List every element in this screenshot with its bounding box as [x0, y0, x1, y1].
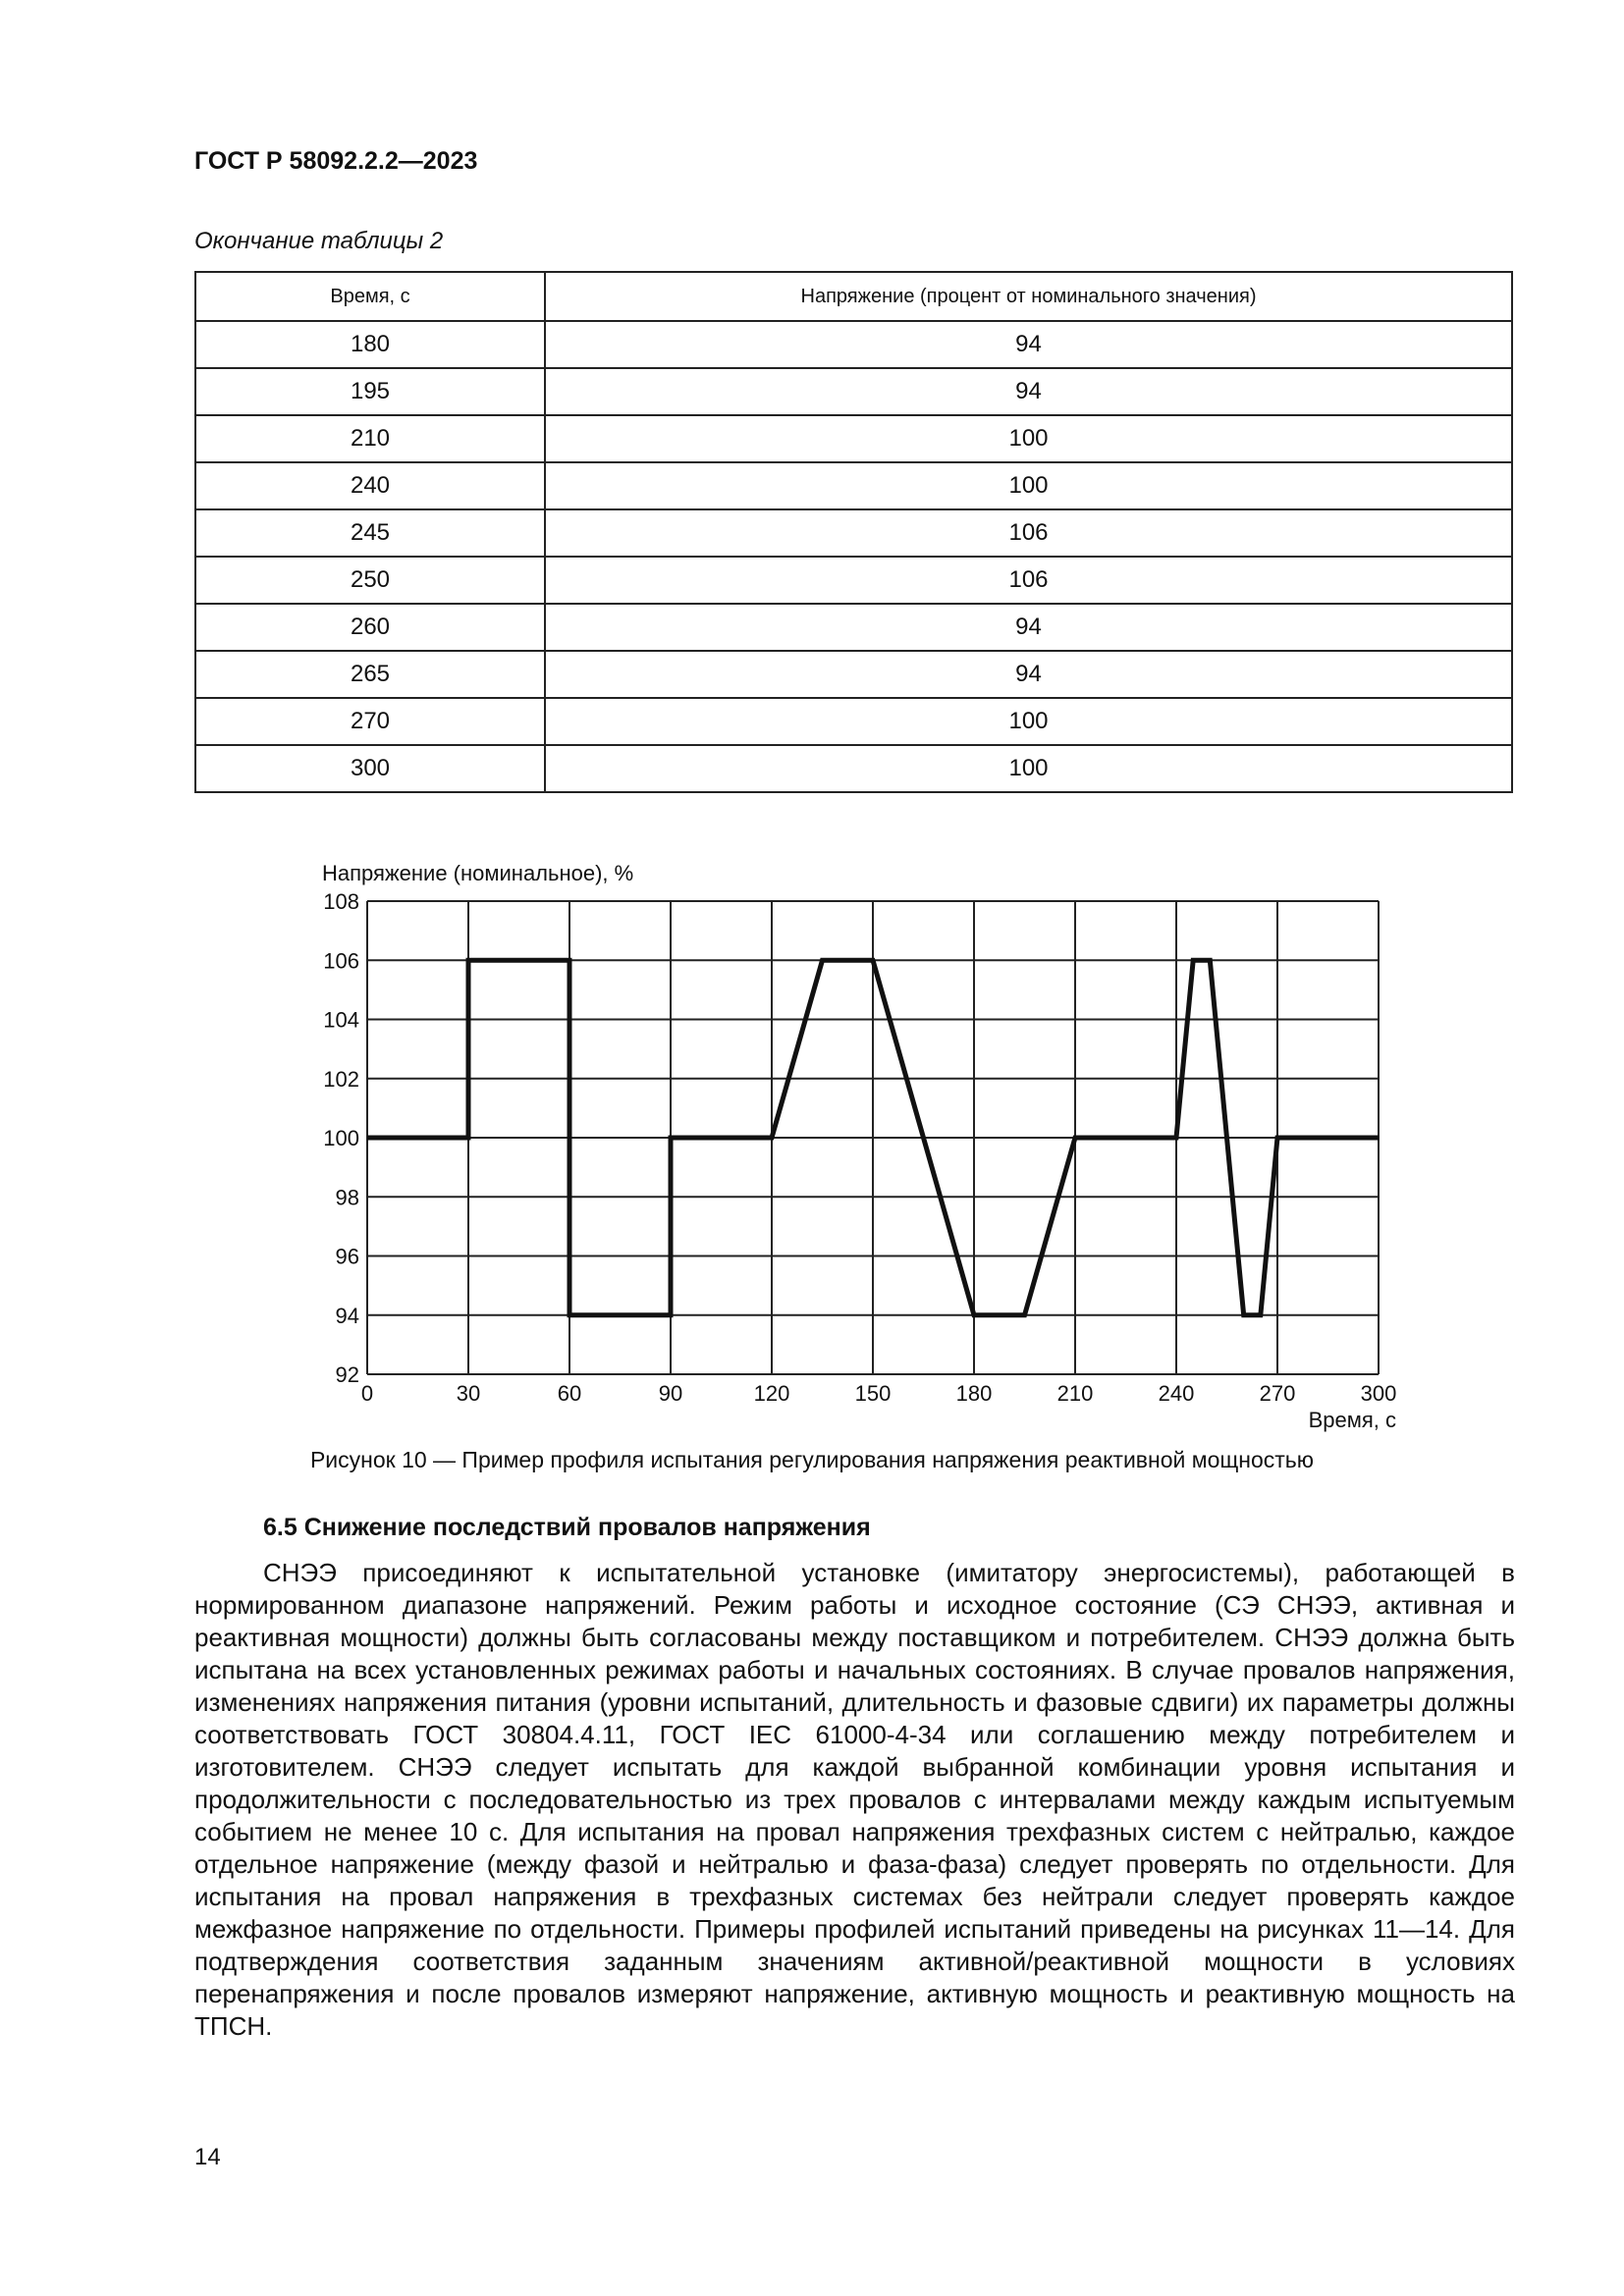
time-cell: 300 — [195, 745, 545, 792]
x-tick-label: 210 — [1056, 1381, 1094, 1406]
chart-ticks — [323, 889, 1396, 1406]
voltage-cell: 100 — [545, 462, 1512, 509]
y-tick-label: 94 — [335, 1303, 359, 1328]
time-cell: 245 — [195, 509, 545, 557]
x-tick-label: 240 — [1158, 1381, 1195, 1406]
voltage-cell: 100 — [545, 698, 1512, 745]
y-tick-label: 96 — [335, 1244, 359, 1269]
y-tick-label: 106 — [323, 948, 359, 974]
x-tick-label: 90 — [658, 1381, 683, 1406]
time-cell: 250 — [195, 557, 545, 604]
voltage-cell: 94 — [545, 368, 1512, 415]
table-caption: Окончание таблицы 2 — [194, 228, 444, 254]
document-header: ГОСТ Р 58092.2.2—2023 — [194, 147, 478, 175]
voltage-cell: 94 — [545, 604, 1512, 651]
voltage-cell: 100 — [545, 415, 1512, 462]
time-cell: 270 — [195, 698, 545, 745]
column-header-voltage: Напряжение (процент от номинального значения) — [545, 272, 1512, 321]
chart-x-axis-label: Время, с — [1308, 1408, 1396, 1432]
x-tick-label: 60 — [557, 1381, 582, 1406]
x-tick-label: 0 — [360, 1381, 374, 1406]
page-number: 14 — [194, 2144, 221, 2170]
y-tick-label: 102 — [323, 1066, 359, 1092]
time-cell: 210 — [195, 415, 545, 462]
voltage-cell: 94 — [545, 651, 1512, 698]
y-tick-label: 100 — [323, 1126, 359, 1150]
chart-y-axis-label: Напряжение (номинальное), % — [322, 861, 634, 885]
time-cell: 180 — [195, 321, 545, 368]
voltage-cell: 94 — [545, 321, 1512, 368]
x-tick-label: 300 — [1360, 1381, 1397, 1406]
column-header-time: Время, с — [195, 272, 545, 321]
figure-caption: Рисунок 10 — Пример профиля испытания регулирования напряжения реактивной мощностью — [309, 1447, 1315, 1472]
y-tick-label: 92 — [335, 1362, 359, 1387]
x-tick-label: 120 — [753, 1381, 790, 1406]
y-tick-label: 98 — [335, 1185, 359, 1210]
y-tick-label: 104 — [323, 1007, 359, 1033]
x-tick-label: 30 — [456, 1381, 481, 1406]
voltage-cell: 106 — [545, 557, 1512, 604]
section-body: СНЭЭ присоединяют к испытательной установке (имитатору энергосистемы), работающей в нормированном диапазоне напряжений. Режим работы и исходное состояние (СЭ СНЭЭ, активная и реактивная мощности) должны быть согласованы между поставщиком и потребителем. СНЭЭ должна быть испытана на всех установленных режимах работы и начальных состояниях. В случае провалов напряжения, изменениях напряжения питания (уровни испытаний, длительность и фазовые сдвиги) их параметры должны соответствовать ГОСТ 30804.4.11, ГОСТ IEC 61000-4-34 или соглашению между потребителем и изготовителем. СНЭЭ следует испытать для каждой выбранной комбинации уровня испытания и продолжительности с последовательностью из трех провалов с интервалами между каждым испытуемым событием не менее 10 с. Для испытания на провал напряжения трехфазных систем с нейтралью, каждое отдельное напряжение (между фазой и нейтралью и фаза-фаза) следует проверять по отдельности. Для испытания на провал напряжения в трехфазных системах без нейтрали следует проверять каждое межфазное напряжение по отдельности. Примеры профилей испытаний приведены на рисунках 11—14. Для подтверждения соответствия заданным значениям активной/реактивной мощности в условиях перенапряжения и после провалов измеряют напряжение, активную мощность и реактивную мощность на ТПСН. — [194, 1558, 1515, 2041]
y-tick-label: 108 — [323, 889, 359, 914]
time-cell: 260 — [195, 604, 545, 651]
voltage-cell: 100 — [545, 745, 1512, 792]
time-cell: 195 — [195, 368, 545, 415]
time-cell: 240 — [195, 462, 545, 509]
x-tick-label: 180 — [955, 1381, 993, 1406]
x-tick-label: 150 — [854, 1381, 892, 1406]
x-tick-label: 270 — [1259, 1381, 1296, 1406]
time-cell: 265 — [195, 651, 545, 698]
voltage-cell: 106 — [545, 509, 1512, 557]
section-title: 6.5 Снижение последствий провалов напряжения — [263, 1514, 871, 1541]
